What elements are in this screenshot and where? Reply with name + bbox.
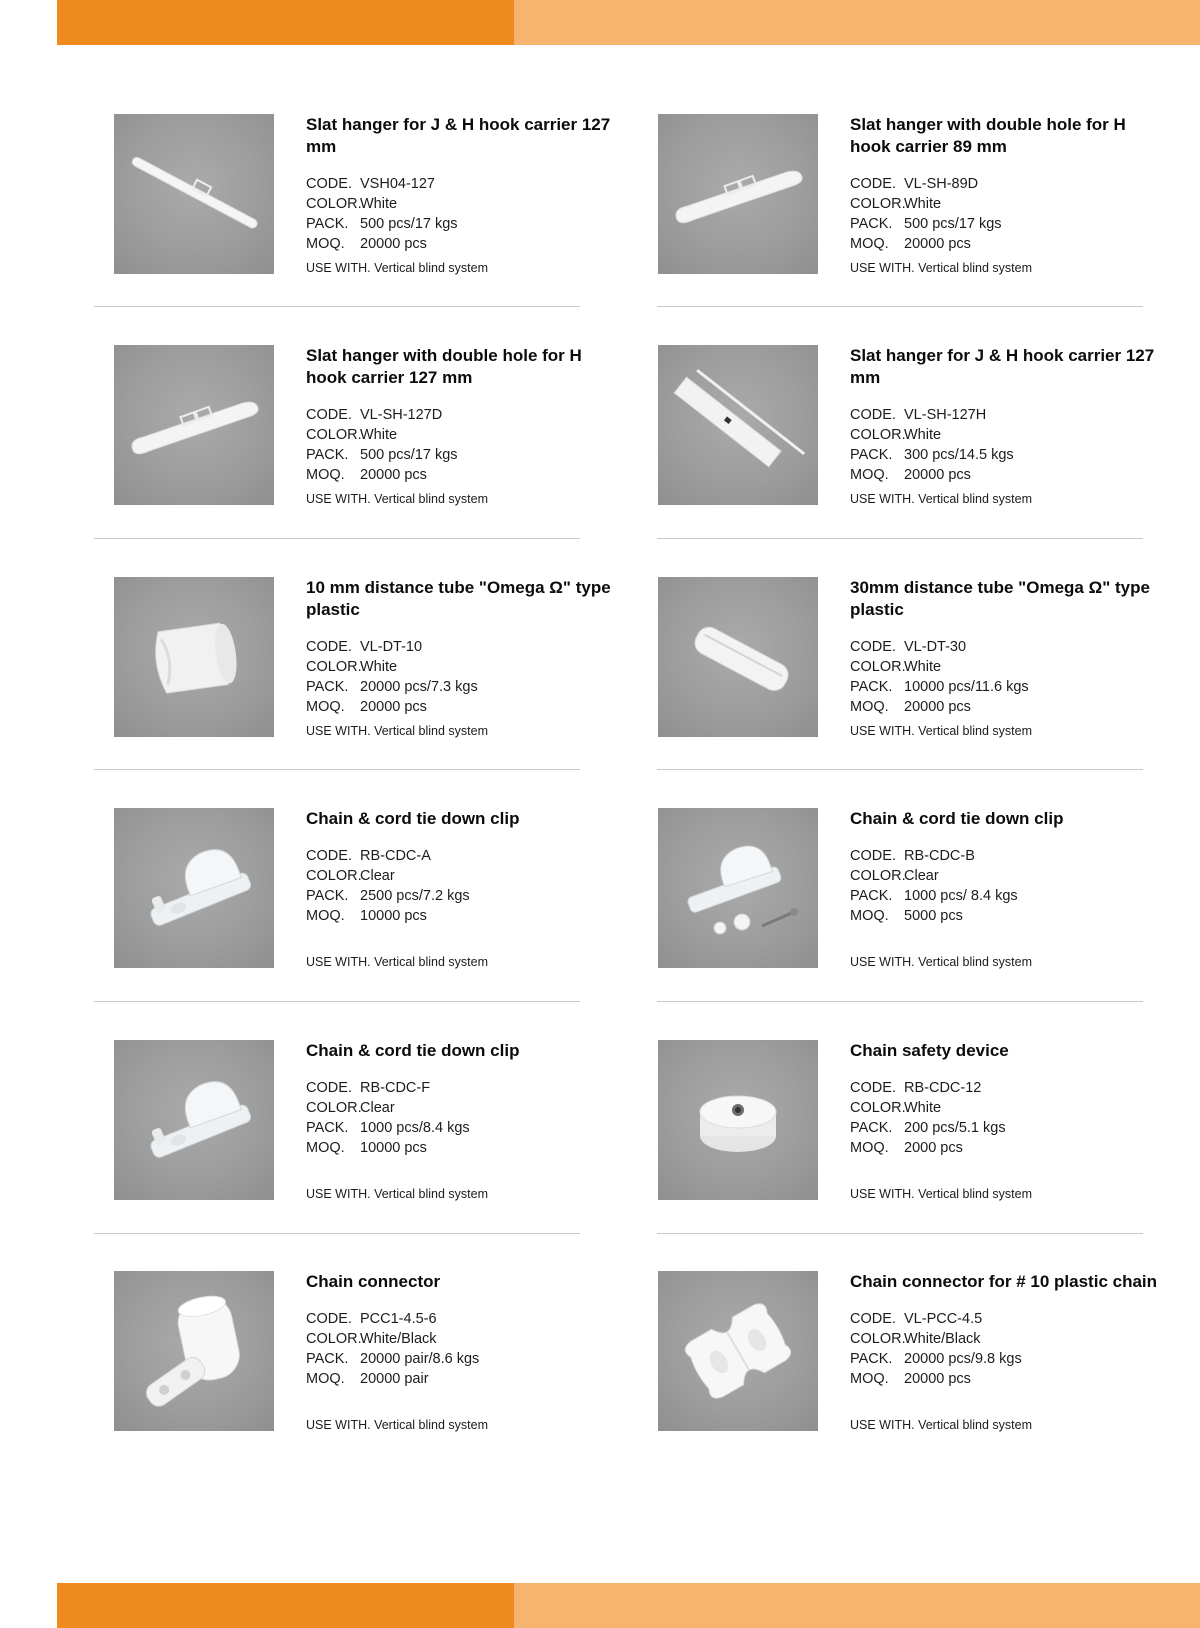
row-divider [657, 538, 1143, 539]
product-photo [114, 808, 274, 968]
product-info [850, 1271, 1170, 1389]
spec-color [850, 1329, 1170, 1349]
product-specs [850, 637, 1170, 717]
product-specs [306, 1078, 626, 1158]
spec-pack-label: PACK. [306, 216, 349, 232]
slat-hanger-icon [114, 114, 274, 274]
spec-moq [850, 1369, 1170, 1389]
spec-color-value: White [904, 196, 942, 212]
spec-pack-value: 20000 pcs/9.8 kgs [904, 1351, 1022, 1367]
product-card [658, 1040, 1178, 1205]
product-photo [114, 1040, 274, 1200]
spec-moq-value: 20000 pcs [360, 699, 427, 715]
spec-moq-value: 20000 pcs [360, 236, 427, 252]
use-with-value: Vertical blind system [918, 492, 1033, 506]
spec-pack-value: 10000 pcs/11.6 kgs [904, 679, 1029, 695]
use-with-label: USE WITH. [850, 955, 915, 969]
spec-code-label: CODE. [850, 407, 896, 423]
row-divider [94, 306, 580, 307]
slat-hanger-double-hole-icon [658, 114, 818, 274]
use-with [306, 261, 488, 275]
spec-pack-label: PACK. [306, 1120, 349, 1136]
spec-moq-value: 10000 pcs [360, 908, 427, 924]
product-info [306, 577, 626, 717]
spec-moq [850, 906, 1170, 926]
spec-pack-value: 1000 pcs/ 8.4 kgs [904, 888, 1018, 904]
row-divider [657, 306, 1143, 307]
product-title: Chain & cord tie down clip [306, 809, 520, 828]
spec-code-label: CODE. [850, 176, 896, 192]
use-with [850, 955, 1032, 969]
row-divider [657, 1233, 1143, 1234]
tie-down-clip-icon [114, 1040, 274, 1200]
product-info [306, 808, 626, 926]
product-photo [658, 1271, 818, 1431]
spec-code [306, 846, 626, 866]
spec-color-value: White [360, 659, 398, 675]
product-title: 30mm distance tube "Omega Ω" type plastic [850, 578, 1150, 619]
spec-color [306, 866, 626, 886]
spec-color-label: COLOR. [306, 1100, 362, 1116]
product-specs [850, 174, 1170, 254]
spec-moq [850, 1138, 1170, 1158]
spec-color-label: COLOR. [306, 427, 362, 443]
spec-moq [850, 697, 1170, 717]
use-with [306, 492, 488, 506]
spec-moq-value: 20000 pcs [360, 467, 427, 483]
spec-code [850, 637, 1170, 657]
product-card [658, 808, 1178, 973]
spec-code-label: CODE. [306, 176, 352, 192]
spec-pack [306, 677, 626, 697]
product-photo [114, 577, 274, 737]
spec-moq [306, 465, 626, 485]
row-divider [94, 1233, 580, 1234]
spec-color-label: COLOR. [306, 196, 362, 212]
product-info [306, 1271, 626, 1389]
product-photo [658, 577, 818, 737]
spec-color [306, 194, 626, 214]
product-specs [850, 1078, 1170, 1158]
product-photo [658, 114, 818, 274]
use-with-label: USE WITH. [850, 492, 915, 506]
spec-moq [306, 234, 626, 254]
product-info [306, 1040, 626, 1158]
use-with-value: Vertical blind system [918, 1418, 1033, 1432]
spec-color [850, 1098, 1170, 1118]
spec-color-value: Clear [360, 1100, 395, 1116]
spec-code [850, 1309, 1170, 1329]
spec-color [850, 425, 1170, 445]
product-specs [306, 1309, 626, 1389]
spec-color-value: White [360, 196, 398, 212]
spec-color-label: COLOR. [850, 868, 906, 884]
use-with-value: Vertical blind system [918, 1187, 1033, 1201]
product-title: Slat hanger with double hole for H hook carrier 89 mm [850, 115, 1126, 156]
product-specs [850, 405, 1170, 485]
spec-moq-value: 20000 pcs [904, 236, 971, 252]
spec-pack-value: 20000 pair/8.6 kgs [360, 1351, 480, 1367]
footer-band [57, 1583, 1200, 1628]
product-card [114, 808, 634, 973]
spec-pack [306, 445, 626, 465]
spec-pack-label: PACK. [306, 447, 349, 463]
product-card [114, 114, 634, 279]
product-photo [658, 1040, 818, 1200]
spec-code-value: VL-DT-30 [904, 639, 967, 655]
product-info [850, 114, 1170, 254]
spec-pack [850, 1118, 1170, 1138]
spec-code [306, 637, 626, 657]
spec-code-value: PCC1-4.5-6 [360, 1311, 437, 1327]
spec-color-value: White [904, 659, 942, 675]
spec-moq-label: MOQ. [306, 467, 345, 483]
spec-pack [850, 886, 1170, 906]
product-title: 10 mm distance tube "Omega Ω" type plastic [306, 578, 611, 619]
use-with-value: Vertical blind system [374, 1418, 489, 1432]
use-with-label: USE WITH. [306, 724, 371, 738]
spec-moq-value: 20000 pcs [904, 699, 971, 715]
use-with-label: USE WITH. [850, 1187, 915, 1201]
use-with-label: USE WITH. [306, 1418, 371, 1432]
spec-moq [850, 465, 1170, 485]
spec-code-label: CODE. [306, 1311, 352, 1327]
spec-pack-label: PACK. [850, 888, 893, 904]
spec-moq-label: MOQ. [850, 236, 889, 252]
spec-code [850, 1078, 1170, 1098]
spec-color-value: White/Black [904, 1331, 981, 1347]
spec-pack [850, 677, 1170, 697]
row-divider [94, 769, 580, 770]
spec-code-label: CODE. [306, 639, 352, 655]
spec-pack-label: PACK. [850, 679, 893, 695]
spec-color-label: COLOR. [306, 659, 362, 675]
spec-code [850, 174, 1170, 194]
spec-pack-value: 500 pcs/17 kgs [360, 447, 458, 463]
spec-pack-value: 300 pcs/14.5 kgs [904, 447, 1014, 463]
spec-color-value: White [360, 427, 398, 443]
product-info [850, 1040, 1170, 1158]
spec-pack-label: PACK. [850, 216, 893, 232]
spec-pack-value: 200 pcs/5.1 kgs [904, 1120, 1006, 1136]
spec-code [306, 405, 626, 425]
spec-moq-label: MOQ. [306, 1140, 345, 1156]
spec-code [850, 846, 1170, 866]
spec-moq-value: 10000 pcs [360, 1140, 427, 1156]
spec-code [306, 174, 626, 194]
product-card [658, 114, 1178, 279]
spec-pack-value: 2500 pcs/7.2 kgs [360, 888, 470, 904]
use-with-value: Vertical blind system [374, 724, 489, 738]
spec-color-label: COLOR. [850, 427, 906, 443]
product-specs [850, 846, 1170, 926]
chain-safety-device-icon [658, 1040, 818, 1200]
spec-pack [306, 1118, 626, 1138]
spec-pack [850, 445, 1170, 465]
spec-color [306, 425, 626, 445]
use-with [850, 492, 1032, 506]
spec-moq-value: 2000 pcs [904, 1140, 963, 1156]
product-info [306, 114, 626, 254]
tie-down-clip-icon [114, 808, 274, 968]
use-with-value: Vertical blind system [374, 261, 489, 275]
spec-code-label: CODE. [306, 1080, 352, 1096]
product-specs [306, 405, 626, 485]
spec-code-value: RB-CDC-12 [904, 1080, 982, 1096]
spec-moq-label: MOQ. [306, 908, 345, 924]
distance-tube-icon [114, 577, 274, 737]
product-card [114, 1271, 634, 1436]
spec-color [850, 866, 1170, 886]
spec-code-value: VL-SH-89D [904, 176, 979, 192]
product-card [658, 345, 1178, 510]
use-with-label: USE WITH. [306, 1187, 371, 1201]
spec-pack-label: PACK. [850, 447, 893, 463]
use-with-label: USE WITH. [306, 261, 371, 275]
spec-color-value: White [904, 427, 942, 443]
row-divider [94, 538, 580, 539]
spec-color [850, 194, 1170, 214]
header-band [57, 0, 1200, 45]
spec-moq [306, 906, 626, 926]
product-photo [658, 808, 818, 968]
spec-code-label: CODE. [306, 407, 352, 423]
spec-pack-value: 20000 pcs/7.3 kgs [360, 679, 478, 695]
distance-tube-long-icon [658, 577, 818, 737]
spec-moq-value: 5000 pcs [904, 908, 963, 924]
product-card [114, 1040, 634, 1205]
spec-moq-value: 20000 pcs [904, 1371, 971, 1387]
spec-code-value: RB-CDC-F [360, 1080, 431, 1096]
spec-moq-value: 20000 pcs [904, 467, 971, 483]
spec-code-value: RB-CDC-A [360, 848, 431, 864]
spec-code-label: CODE. [850, 1080, 896, 1096]
spec-code-value: VL-DT-10 [360, 639, 423, 655]
spec-pack-value: 500 pcs/17 kgs [360, 216, 458, 232]
spec-code-label: CODE. [850, 1311, 896, 1327]
spec-moq [306, 1138, 626, 1158]
product-photo [114, 114, 274, 274]
spec-color-label: COLOR. [850, 1331, 906, 1347]
spec-code-value: VL-PCC-4.5 [904, 1311, 983, 1327]
spec-color-value: Clear [904, 868, 939, 884]
use-with [306, 1187, 488, 1201]
spec-color [850, 657, 1170, 677]
header-band-dark [57, 0, 514, 45]
spec-moq-label: MOQ. [850, 1140, 889, 1156]
product-card [114, 345, 634, 510]
spec-pack-value: 1000 pcs/8.4 kgs [360, 1120, 470, 1136]
use-with-value: Vertical blind system [374, 1187, 489, 1201]
spec-pack-label: PACK. [306, 679, 349, 695]
spec-moq-value: 20000 pair [360, 1371, 429, 1387]
spec-code [306, 1078, 626, 1098]
spec-pack [306, 214, 626, 234]
spec-pack [850, 1349, 1170, 1369]
product-title: Chain & cord tie down clip [306, 1041, 520, 1060]
slat-hanger-rod-icon [658, 345, 818, 505]
use-with-value: Vertical blind system [918, 955, 1033, 969]
spec-color [306, 1098, 626, 1118]
spec-moq-label: MOQ. [306, 1371, 345, 1387]
product-specs [306, 174, 626, 254]
use-with [306, 955, 488, 969]
tie-down-clip-screw-icon [658, 808, 818, 968]
spec-color-label: COLOR. [306, 868, 362, 884]
spec-pack-label: PACK. [306, 888, 349, 904]
spec-code-value: RB-CDC-B [904, 848, 975, 864]
product-specs [306, 637, 626, 717]
spec-color-label: COLOR. [850, 1100, 906, 1116]
product-title: Chain connector for # 10 plastic chain [850, 1272, 1158, 1291]
spec-color-value: Clear [360, 868, 395, 884]
product-info [850, 345, 1170, 485]
spec-code-value: VSH04-127 [360, 176, 435, 192]
spec-code [850, 405, 1170, 425]
product-specs [850, 1309, 1170, 1389]
row-divider [94, 1001, 580, 1002]
spec-moq [850, 234, 1170, 254]
use-with-label: USE WITH. [306, 492, 371, 506]
spec-moq-label: MOQ. [850, 467, 889, 483]
product-info [850, 808, 1170, 926]
spec-moq-label: MOQ. [306, 699, 345, 715]
use-with [306, 1418, 488, 1432]
spec-color-label: COLOR. [850, 196, 906, 212]
spec-code-value: VL-SH-127H [904, 407, 987, 423]
spec-moq [306, 1369, 626, 1389]
chain-connector-icon [114, 1271, 274, 1431]
use-with-label: USE WITH. [306, 955, 371, 969]
use-with [850, 261, 1032, 275]
row-divider [657, 769, 1143, 770]
use-with-label: USE WITH. [850, 1418, 915, 1432]
use-with-label: USE WITH. [850, 724, 915, 738]
spec-moq-label: MOQ. [850, 908, 889, 924]
spec-moq [306, 697, 626, 717]
product-title: Slat hanger with double hole for H hook carrier 127 mm [306, 346, 582, 387]
slat-hanger-double-hole-icon [114, 345, 274, 505]
spec-pack [306, 1349, 626, 1369]
use-with [850, 724, 1032, 738]
spec-color [306, 1329, 626, 1349]
spec-color [306, 657, 626, 677]
use-with [850, 1418, 1032, 1432]
product-info [306, 345, 626, 485]
use-with-value: Vertical blind system [374, 492, 489, 506]
product-title: Chain safety device [850, 1041, 1009, 1060]
spec-color-label: COLOR. [850, 659, 906, 675]
use-with-value: Vertical blind system [918, 261, 1033, 275]
spec-color-value: White [904, 1100, 942, 1116]
header-band-light [514, 0, 1200, 45]
spec-moq-label: MOQ. [306, 236, 345, 252]
spec-pack [850, 214, 1170, 234]
product-photo [114, 1271, 274, 1431]
spec-moq-label: MOQ. [850, 699, 889, 715]
spec-pack-value: 500 pcs/17 kgs [904, 216, 1002, 232]
product-specs [306, 846, 626, 926]
spec-code [306, 1309, 626, 1329]
product-card [114, 577, 634, 742]
use-with [850, 1187, 1032, 1201]
footer-band-dark [57, 1583, 514, 1628]
spec-code-label: CODE. [306, 848, 352, 864]
product-title: Chain connector [306, 1272, 441, 1291]
spec-moq-label: MOQ. [850, 1371, 889, 1387]
product-card [658, 577, 1178, 742]
product-info [850, 577, 1170, 717]
spec-pack-label: PACK. [306, 1351, 349, 1367]
product-card [658, 1271, 1178, 1436]
spec-color-value: White/Black [360, 1331, 437, 1347]
use-with [306, 724, 488, 738]
product-title: Slat hanger for J & H hook carrier 127 mm [850, 346, 1155, 387]
use-with-value: Vertical blind system [918, 724, 1033, 738]
spec-color-label: COLOR. [306, 1331, 362, 1347]
use-with-value: Vertical blind system [374, 955, 489, 969]
chain-connector-shell-icon [658, 1271, 818, 1431]
product-photo [658, 345, 818, 505]
spec-code-label: CODE. [850, 848, 896, 864]
product-photo [114, 345, 274, 505]
spec-code-label: CODE. [850, 639, 896, 655]
spec-pack [306, 886, 626, 906]
product-title: Slat hanger for J & H hook carrier 127 mm [306, 115, 611, 156]
spec-code-value: VL-SH-127D [360, 407, 443, 423]
row-divider [657, 1001, 1143, 1002]
use-with-label: USE WITH. [850, 261, 915, 275]
spec-pack-label: PACK. [850, 1351, 893, 1367]
product-title: Chain & cord tie down clip [850, 809, 1064, 828]
footer-band-light [514, 1583, 1200, 1628]
spec-pack-label: PACK. [850, 1120, 893, 1136]
